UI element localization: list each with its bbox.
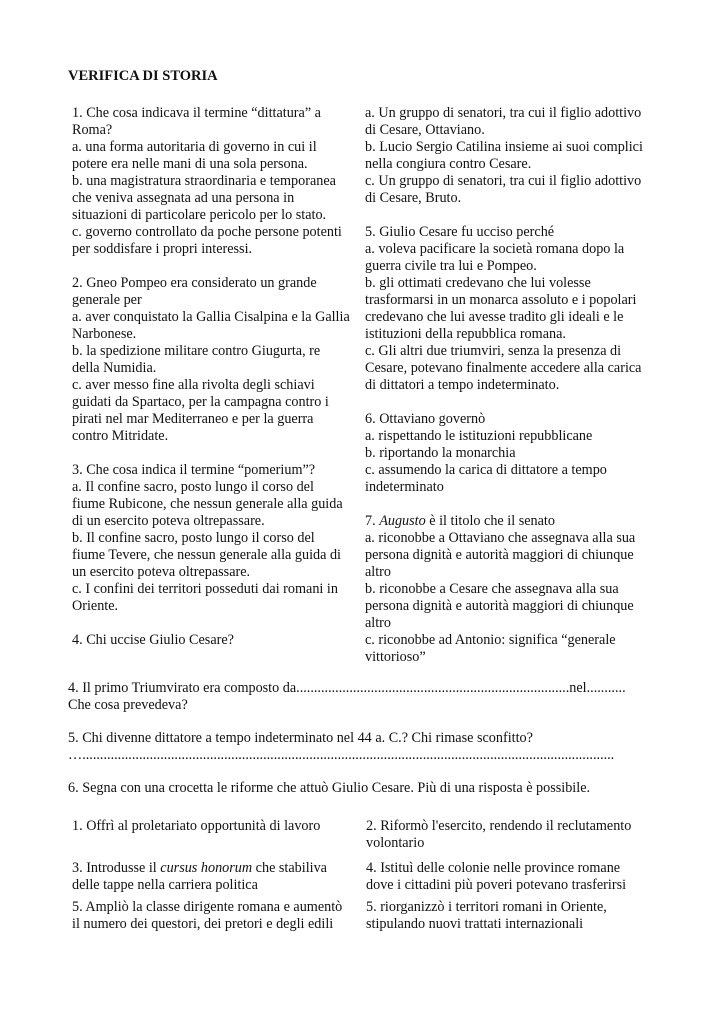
reforms-table <box>68 815 656 936</box>
text-line <box>72 860 358 877</box>
open-question-5 <box>68 730 658 764</box>
reform-option-4[interactable] <box>362 858 656 897</box>
text-line: 2. Gneo Pompeo era considerato un grande <box>72 275 317 291</box>
option-a: a. aver conquistato la Gallia Cisalpina e la Gallia <box>72 309 350 325</box>
text-line: credevano che lui avesse tradito gli ideali e le <box>365 309 624 325</box>
question-7-heading <box>365 513 660 530</box>
reform-option-2[interactable] <box>362 815 656 858</box>
fill-in-line[interactable]: 4. Il primo Triumvirato era composto da.............................................................................nel........... <box>68 680 626 696</box>
open-question-6 <box>68 780 658 797</box>
table-row <box>68 815 656 858</box>
text-line: trasformarsi in un monarca assoluto e i popolari <box>365 292 637 308</box>
question-2 <box>72 275 362 445</box>
text-line: situazioni di particolare pericolo per lo stato. <box>72 207 327 223</box>
text-line: della Numidia. <box>72 360 157 376</box>
text-line: persona dignità e autorità maggiori di chiunque <box>365 598 634 614</box>
question-5 <box>365 224 660 394</box>
question-3 <box>72 462 362 615</box>
right-column <box>365 105 660 683</box>
question-7 <box>365 513 660 666</box>
text-line: 1. Offrì al proletariato opportunità di lavoro <box>72 818 321 834</box>
text-line: di un esercito poteva oltrepassare. <box>72 513 265 529</box>
text-line: un esercito poteva oltrepassare. <box>72 564 251 580</box>
option-a: a. Un gruppo di senatori, tra cui il figlio adottivo <box>365 105 642 121</box>
text-line: Che cosa prevedeva? <box>68 697 188 713</box>
text-line: indeterminato <box>365 479 444 495</box>
question-4-options <box>365 105 660 207</box>
option-b: b. Lucio Sergio Catilina insieme ai suoi complici <box>365 139 643 155</box>
text-line: di Cesare, Ottaviano. <box>365 122 485 138</box>
reform-option-5[interactable] <box>68 897 362 936</box>
text-line: vittorioso” <box>365 649 426 665</box>
text-line: pirati nel mar Mediterraneo e per la guerra <box>72 411 314 427</box>
table-row <box>68 858 656 897</box>
text-line: altro <box>365 564 391 580</box>
text-line: 4. Chi uccise Giulio Cesare? <box>72 632 234 648</box>
text-line: Roma? <box>72 122 113 138</box>
option-b: b. gli ottimati credevano che lui volesse <box>365 275 591 291</box>
text-line: altro <box>365 615 391 631</box>
text-line: 6. Ottaviano governò <box>365 411 486 427</box>
text-line: persona dignità e autorità maggiori di chiunque <box>365 547 634 563</box>
option-c: c. assumendo la carica di dittatore a tempo <box>365 462 607 478</box>
option-b: b. riportando la monarchia <box>365 445 516 461</box>
text-line: 5. Ampliò la classe dirigente romana e aumentò <box>72 899 343 915</box>
text-segment: 7. <box>365 513 380 529</box>
text-segment: è il titolo che il senato <box>425 513 555 529</box>
page-title: VERIFICA DI STORIA <box>68 68 218 84</box>
text-line: contro Mitridate. <box>72 428 169 444</box>
text-line: che veniva assegnata ad una persona in <box>72 190 295 206</box>
text-line: Oriente. <box>72 598 119 614</box>
italic-term: Augusto <box>379 513 426 529</box>
text-line: 1. Che cosa indicava il termine “dittatura” a <box>72 105 321 121</box>
option-a: a. Il confine sacro, posto lungo il corso del <box>72 479 314 495</box>
text-line: 3. Che cosa indica il termine “pomerium”? <box>72 462 316 478</box>
text-line: di dittatori a tempo indeterminato. <box>365 377 560 393</box>
reform-option-3[interactable] <box>68 858 362 897</box>
text-line: guidati da Spartaco, per la campagna contro i <box>72 394 329 410</box>
option-c: c. aver messo fine alla rivolta degli schiavi <box>72 377 315 393</box>
option-c: c. Gli altri due triumviri, senza la presenza di <box>365 343 622 359</box>
reform-option-1[interactable] <box>68 815 362 858</box>
text-line: 5. Chi divenne dittatore a tempo indeterminato nel 44 a. C.? Chi rimase sconfitto? <box>68 730 533 746</box>
question-6 <box>365 411 660 496</box>
text-line: Cesare, potevano finalmente accedere alla carica <box>365 360 642 376</box>
reform-option-6[interactable] <box>362 897 656 936</box>
left-column <box>72 105 362 666</box>
text-line: fiume Rubicone, che nessun generale alla guida <box>72 496 343 512</box>
option-c: c. I confini dei territori posseduti dai romani in <box>72 581 338 597</box>
text-line: per soddisfare i propri interessi. <box>72 241 253 257</box>
text-line: Narbonese. <box>72 326 137 342</box>
option-a: a. riconobbe a Ottaviano che assegnava alla sua <box>365 530 636 546</box>
option-b: b. Il confine sacro, posto lungo il corso del <box>72 530 315 546</box>
text-line: 5. riorganizzò i territori romani in Oriente, <box>366 899 607 915</box>
text-line: fiume Tevere, che nessun generale alla guida di <box>72 547 341 563</box>
text-line: istituzioni della repubblica romana. <box>365 326 566 342</box>
question-1 <box>72 105 362 258</box>
text-line: 4. Istituì delle colonie nelle province romane <box>366 860 621 876</box>
question-4 <box>72 632 362 649</box>
option-a: a. rispettando le istituzioni repubblicane <box>365 428 593 444</box>
option-c: c. governo controllato da poche persone potenti <box>72 224 342 240</box>
text-line: stipulando nuovi trattati internazionali <box>366 916 584 932</box>
text-line: 5. Giulio Cesare fu ucciso perché <box>365 224 555 240</box>
option-a: a. una forma autoritaria di governo in cui il <box>72 139 317 155</box>
italic-term: cursus honorum <box>160 860 253 876</box>
text-line: volontario <box>366 835 425 851</box>
text-line: guerra civile tra lui e Pompeo. <box>365 258 537 274</box>
text-line: generale per <box>72 292 142 308</box>
fill-in-line[interactable]: …...................................................................................................................................................... <box>68 747 615 763</box>
text-line: nella congiura contro Cesare. <box>365 156 532 172</box>
text-segment: che stabiliva <box>252 860 327 876</box>
text-line: delle tappe nella carriera politica <box>72 877 258 893</box>
table-row <box>68 897 656 936</box>
text-line: di Cesare, Bruto. <box>365 190 462 206</box>
text-line: 2. Riformò l'esercito, rendendo il reclutamento <box>366 818 632 834</box>
text-line: il numero dei questori, dei pretori e degli edili <box>72 916 334 932</box>
option-c: c. riconobbe ad Antonio: significa “generale <box>365 632 616 648</box>
text-line: dove i cittadini più poveri potevano trasferirsi <box>366 877 627 893</box>
option-c: c. Un gruppo di senatori, tra cui il figlio adottivo <box>365 173 642 189</box>
open-question-4 <box>68 680 658 714</box>
option-b: b. riconobbe a Cesare che assegnava alla sua <box>365 581 619 597</box>
option-b: b. una magistratura straordinaria e temporanea <box>72 173 336 189</box>
text-line: potere era nelle mani di una sola persona. <box>72 156 308 172</box>
text-segment: 3. Introdusse il <box>72 860 161 876</box>
option-a: a. voleva pacificare la società romana dopo la <box>365 241 625 257</box>
text-line: 6. Segna con una crocetta le riforme che attuò Giulio Cesare. Più di una risposta è possibile. <box>68 780 591 796</box>
option-b: b. la spedizione militare contro Giugurta, re <box>72 343 321 359</box>
